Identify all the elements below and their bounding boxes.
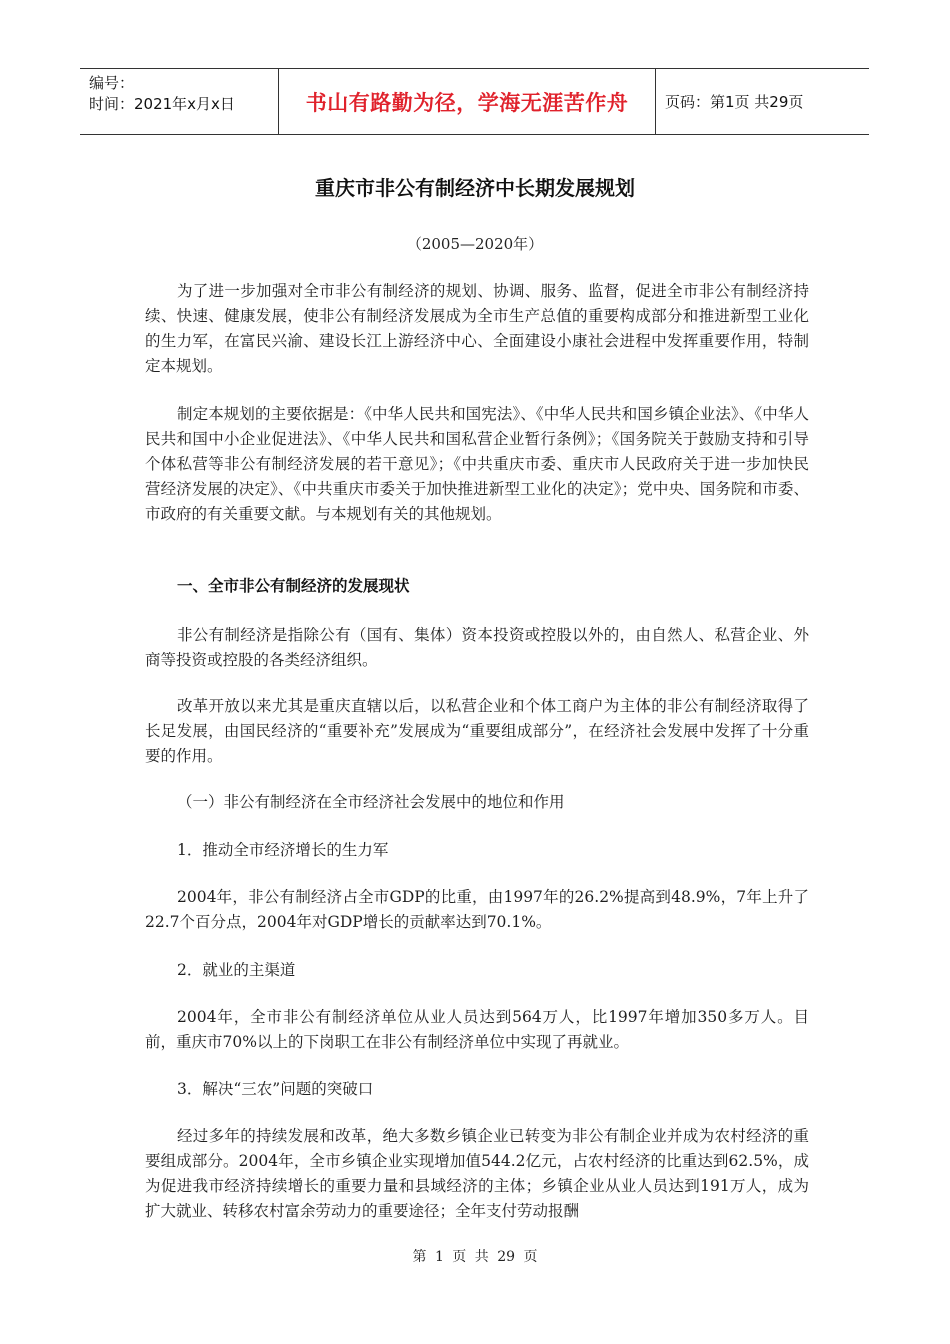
reform-paragraph: 改革开放以来尤其是重庆直辖以后，以私营企业和个体工商户为主体的非公有制经济取得了长足发展，由国民经济的“重要补充”发展成为“重要组成部分”，在经济社会发展中发挥了十分重要的作用。 xyxy=(145,697,809,765)
intro-paragraph: 为了进一步加强对全市非公有制经济的规划、协调、服务、监督，促进全市非公有制经济持续、快速、健康发展，使非公有制经济发展成为全市生产总值的重要构成部分和推进新型工业化的生力军，在富民兴渝、建设长江上游经济中心、全面建设小康社会进程中发挥重要作用，特制定本规划。 xyxy=(145,282,809,375)
document-date: 时间：2021年x月x日 xyxy=(89,95,235,113)
point3-paragraph: 经过多年的持续发展和改革，绝大多数乡镇企业已转变为非公有制企业并成为农村经济的重要组成部分。2004年，全市乡镇企业实现增加值544.2亿元，占农村经济的比重达到62.5%，成为促进我市经济持续增长的重要力量和县域经济的主体；乡镇企业从业人员达到191万人，成为扩大就业、转移农村富余劳动力的重要途径；全年支付劳动报酬 xyxy=(145,1127,809,1220)
basis-paragraph: 制定本规划的主要依据是：《中华人民共和国宪法》、《中华人民共和国乡镇企业法》、《中华人民共和国中小企业促进法》、《中华人民共和国私营企业暂行条例》；《国务院关于鼓励支持和引导个体私营等非公有制经济发展的若干意见》；《中共重庆市委、重庆市人民政府关于进一步加快民营经济发展的决定》、《中共重庆市委关于加快推进新型工业化的决定》；党中央、国务院和市委、市政府的有关重要文献。与本规划有关的其他规划。 xyxy=(145,405,809,523)
document-subtitle: （2005—2020年） xyxy=(406,235,544,253)
point2-heading: 2．就业的主渠道 xyxy=(177,961,296,979)
subsection-heading: （一）非公有制经济在全市经济社会发展中的地位和作用 xyxy=(177,793,565,811)
header-page-info: 页码：第1页 共29页 xyxy=(665,93,804,111)
definition-paragraph: 非公有制经济是指除公有（国有、集体）资本投资或控股以外的，由自然人、私营企业、外商等投资或控股的各类经济组织。 xyxy=(145,626,809,669)
point2-paragraph: 2004年，全市非公有制经济单位从业人员达到564万人，比1997年增加350多万人。目前，重庆市70%以上的下岗职工在非公有制经济单位中实现了再就业。 xyxy=(145,1008,809,1051)
page-footer: 第 1 页 共 29 页 xyxy=(412,1249,538,1265)
point1-paragraph: 2004年，非公有制经济占全市GDP的比重，由1997年的26.2%提高到48.9%，7年上升了22.7个百分点，2004年对GDP增长的贡献率达到70.1%。 xyxy=(145,888,809,931)
point3-heading: 3．解决“三农”问题的突破口 xyxy=(177,1080,374,1098)
section-heading: 一、全市非公有制经济的发展现状 xyxy=(177,577,410,595)
header-meta xyxy=(80,69,279,134)
header-motto: 书山有路勤为径，学海无涯苦作舟 xyxy=(279,69,656,134)
document-title: 重庆市非公有制经济中长期发展规划 xyxy=(315,176,635,200)
point1-heading: 1．推动全市经济增长的生力军 xyxy=(177,841,389,859)
document-number-label: 编号： xyxy=(89,74,135,92)
page-header xyxy=(80,68,869,135)
